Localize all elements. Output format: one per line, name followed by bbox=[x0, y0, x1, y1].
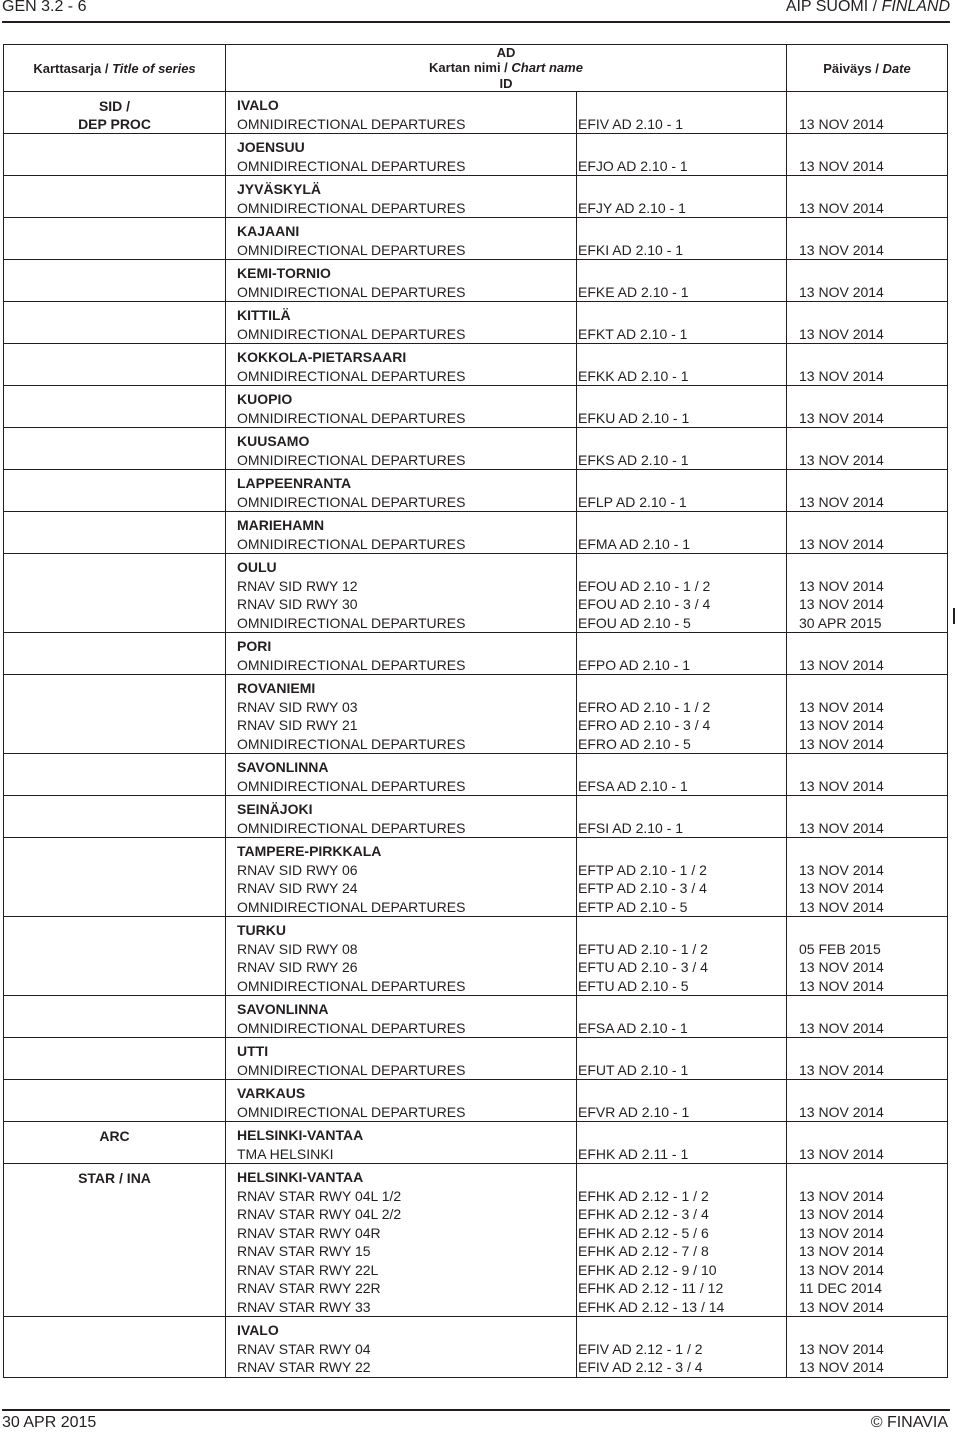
chart-id-cell bbox=[577, 1038, 787, 1080]
chart-date-cell bbox=[787, 754, 948, 796]
chart-name: RNAV SID RWY 21 bbox=[237, 717, 358, 734]
chart-date-cell bbox=[787, 1317, 948, 1378]
header-rule bbox=[2, 21, 950, 23]
header-prefix: AIP SUOMI / bbox=[785, 0, 882, 15]
chart-date: 13 NOV 2014 bbox=[799, 1298, 884, 1315]
col-header-id: ID bbox=[499, 76, 513, 92]
chart-id-cell bbox=[577, 1317, 787, 1378]
chart-date-cell bbox=[787, 917, 948, 996]
chart-name-cell bbox=[226, 1080, 577, 1122]
chart-name-cell bbox=[226, 1038, 577, 1080]
chart-date-cell bbox=[787, 1122, 948, 1164]
chart-id: EFTP AD 2.10 - 1 / 2 bbox=[578, 861, 707, 878]
chart-id: EFOU AD 2.10 - 5 bbox=[578, 614, 691, 631]
series-cell bbox=[4, 996, 226, 1038]
chart-date-cell bbox=[787, 428, 948, 470]
aerodrome-name: KITTILÄ bbox=[237, 307, 291, 324]
footer-rule bbox=[2, 1409, 950, 1411]
chart-id-cell bbox=[577, 917, 787, 996]
chart-date: 13 NOV 2014 bbox=[799, 325, 884, 342]
table-row bbox=[4, 1122, 948, 1164]
chart-date: 13 NOV 2014 bbox=[799, 115, 884, 132]
chart-name: RNAV STAR RWY 33 bbox=[237, 1298, 371, 1315]
table-row bbox=[4, 1164, 948, 1317]
chart-name: TMA HELSINKI bbox=[237, 1145, 334, 1162]
chart-name-cell bbox=[226, 554, 577, 633]
chart-id: EFHK AD 2.11 - 1 bbox=[578, 1145, 689, 1162]
chart-date: 13 NOV 2014 bbox=[799, 959, 884, 976]
chart-id: EFSA AD 2.10 - 1 bbox=[578, 777, 688, 794]
series-cell bbox=[4, 92, 226, 134]
chart-name: RNAV STAR RWY 04R bbox=[237, 1224, 381, 1241]
chart-date: 13 NOV 2014 bbox=[799, 493, 884, 510]
table-row bbox=[4, 92, 948, 134]
chart-date: 13 NOV 2014 bbox=[799, 1103, 884, 1120]
series-cell bbox=[4, 134, 226, 176]
chart-date: 13 NOV 2014 bbox=[799, 898, 884, 915]
table-row bbox=[4, 675, 948, 754]
chart-name: OMNIDIRECTIONAL DEPARTURES bbox=[237, 1061, 466, 1078]
table-row bbox=[4, 134, 948, 176]
chart-date: 13 NOV 2014 bbox=[799, 861, 884, 878]
chart-date: 13 NOV 2014 bbox=[799, 535, 884, 552]
chart-name: RNAV SID RWY 26 bbox=[237, 959, 358, 976]
aerodrome-name: KAJAANI bbox=[237, 223, 300, 240]
table-row bbox=[4, 996, 948, 1038]
chart-date: 13 NOV 2014 bbox=[799, 1145, 884, 1162]
chart-date-cell bbox=[787, 633, 948, 675]
table-row bbox=[4, 1080, 948, 1122]
chart-id-cell bbox=[577, 675, 787, 754]
chart-name: OMNIDIRECTIONAL DEPARTURES bbox=[237, 977, 466, 994]
chart-name: OMNIDIRECTIONAL DEPARTURES bbox=[237, 157, 466, 174]
chart-date-cell bbox=[787, 344, 948, 386]
chart-date-cell bbox=[787, 176, 948, 218]
series-cell bbox=[4, 302, 226, 344]
chart-name: RNAV SID RWY 06 bbox=[237, 861, 358, 878]
chart-date: 13 NOV 2014 bbox=[799, 1187, 884, 1204]
chart-name-cell bbox=[226, 218, 577, 260]
chart-date: 13 NOV 2014 bbox=[799, 717, 884, 734]
table-row bbox=[4, 1038, 948, 1080]
chart-name-cell bbox=[226, 428, 577, 470]
chart-date: 13 NOV 2014 bbox=[799, 451, 884, 468]
chart-date: 13 NOV 2014 bbox=[799, 1243, 884, 1260]
chart-name: OMNIDIRECTIONAL DEPARTURES bbox=[237, 898, 466, 915]
chart-name: OMNIDIRECTIONAL DEPARTURES bbox=[237, 535, 466, 552]
series-cell bbox=[4, 218, 226, 260]
chart-name-cell bbox=[226, 134, 577, 176]
series-title: STAR / INA bbox=[78, 1170, 151, 1187]
chart-name: OMNIDIRECTIONAL DEPARTURES bbox=[237, 777, 466, 794]
series-cell bbox=[4, 176, 226, 218]
table-row bbox=[4, 554, 948, 633]
chart-name: OMNIDIRECTIONAL DEPARTURES bbox=[237, 1103, 466, 1120]
aerodrome-name: LAPPEENRANTA bbox=[237, 475, 352, 492]
chart-date: 13 NOV 2014 bbox=[799, 283, 884, 300]
chart-name: RNAV STAR RWY 22R bbox=[237, 1280, 381, 1297]
chart-date: 13 NOV 2014 bbox=[799, 409, 884, 426]
chart-date-cell bbox=[787, 302, 948, 344]
chart-name-cell bbox=[226, 796, 577, 838]
chart-id: EFOU AD 2.10 - 3 / 4 bbox=[578, 596, 711, 613]
chart-name: RNAV STAR RWY 22 bbox=[237, 1359, 371, 1376]
table-row bbox=[4, 218, 948, 260]
chart-date: 13 NOV 2014 bbox=[799, 1019, 884, 1036]
series-cell bbox=[4, 917, 226, 996]
chart-id: EFKU AD 2.10 - 1 bbox=[578, 409, 690, 426]
chart-id: EFLP AD 2.10 - 1 bbox=[578, 493, 687, 510]
aerodrome-name: VARKAUS bbox=[237, 1085, 306, 1102]
chart-list-table bbox=[3, 44, 948, 1378]
chart-date-cell bbox=[787, 1080, 948, 1122]
chart-id: EFVR AD 2.10 - 1 bbox=[578, 1103, 690, 1120]
chart-id: EFKK AD 2.10 - 1 bbox=[578, 367, 689, 384]
aerodrome-name: KEMI-TORNIO bbox=[237, 265, 331, 282]
chart-name-cell bbox=[226, 838, 577, 917]
chart-date: 05 FEB 2015 bbox=[799, 940, 881, 957]
aerodrome-name: KOKKOLA-PIETARSAARI bbox=[237, 349, 407, 366]
chart-date-cell bbox=[787, 470, 948, 512]
chart-name: RNAV SID RWY 30 bbox=[237, 596, 358, 613]
chart-id-cell bbox=[577, 554, 787, 633]
chart-id: EFRO AD 2.10 - 5 bbox=[578, 735, 691, 752]
chart-date-cell bbox=[787, 218, 948, 260]
series-cell bbox=[4, 796, 226, 838]
chart-name: RNAV SID RWY 24 bbox=[237, 880, 358, 897]
chart-date-cell bbox=[787, 796, 948, 838]
col-header-chart-id bbox=[226, 45, 787, 92]
chart-id-cell bbox=[577, 1080, 787, 1122]
aerodrome-name: ROVANIEMI bbox=[237, 680, 316, 697]
aerodrome-name: JYVÄSKYLÄ bbox=[237, 181, 322, 198]
chart-id: EFHK AD 2.12 - 3 / 4 bbox=[578, 1206, 709, 1223]
table-row bbox=[4, 512, 948, 554]
chart-name: OMNIDIRECTIONAL DEPARTURES bbox=[237, 409, 466, 426]
chart-id: EFHK AD 2.12 - 11 / 12 bbox=[578, 1280, 724, 1297]
chart-date: 11 DEC 2014 bbox=[799, 1280, 883, 1297]
chart-id: EFHK AD 2.12 - 5 / 6 bbox=[578, 1224, 709, 1241]
chart-id-cell bbox=[577, 996, 787, 1038]
chart-id-cell bbox=[577, 218, 787, 260]
chart-date: 13 NOV 2014 bbox=[799, 157, 884, 174]
chart-date: 13 NOV 2014 bbox=[799, 1061, 884, 1078]
chart-name: OMNIDIRECTIONAL DEPARTURES bbox=[237, 115, 466, 132]
col-header-series: Karttasarja / Title of series bbox=[4, 45, 226, 92]
table-row bbox=[4, 428, 948, 470]
chart-name: RNAV SID RWY 08 bbox=[237, 940, 358, 957]
series-cell bbox=[4, 838, 226, 917]
chart-date: 13 NOV 2014 bbox=[799, 1261, 884, 1278]
chart-name-cell bbox=[226, 386, 577, 428]
chart-id: EFRO AD 2.10 - 3 / 4 bbox=[578, 717, 711, 734]
chart-id: EFMA AD 2.10 - 1 bbox=[578, 535, 691, 552]
chart-id-cell bbox=[577, 302, 787, 344]
chart-date: 13 NOV 2014 bbox=[799, 777, 884, 794]
page-header-left: GEN 3.2 - 6 bbox=[2, 0, 87, 15]
chart-id: EFJO AD 2.10 - 1 bbox=[578, 157, 688, 174]
chart-date: 13 NOV 2014 bbox=[799, 656, 884, 673]
chart-id: EFKI AD 2.10 - 1 bbox=[578, 241, 684, 258]
chart-date: 13 NOV 2014 bbox=[799, 577, 884, 594]
col-header-ad: AD bbox=[496, 45, 516, 60]
chart-name: OMNIDIRECTIONAL DEPARTURES bbox=[237, 241, 466, 258]
table-row bbox=[4, 754, 948, 796]
chart-id-cell bbox=[577, 512, 787, 554]
chart-date-cell bbox=[787, 1164, 948, 1317]
chart-date-cell bbox=[787, 512, 948, 554]
aerodrome-name: KUOPIO bbox=[237, 391, 293, 408]
series-cell bbox=[4, 1317, 226, 1378]
series-cell bbox=[4, 1122, 226, 1164]
chart-name-cell bbox=[226, 512, 577, 554]
chart-id-cell bbox=[577, 796, 787, 838]
chart-id: EFUT AD 2.10 - 1 bbox=[578, 1061, 689, 1078]
chart-id: EFKE AD 2.10 - 1 bbox=[578, 283, 689, 300]
chart-id-cell bbox=[577, 838, 787, 917]
series-title: DEP PROC bbox=[78, 116, 151, 133]
series-cell bbox=[4, 428, 226, 470]
series-cell bbox=[4, 260, 226, 302]
series-cell bbox=[4, 344, 226, 386]
aerodrome-name: PORI bbox=[237, 638, 272, 655]
chart-name: OMNIDIRECTIONAL DEPARTURES bbox=[237, 367, 466, 384]
chart-id: EFTU AD 2.10 - 5 bbox=[578, 977, 689, 994]
chart-date: 13 NOV 2014 bbox=[799, 880, 884, 897]
chart-id-cell bbox=[577, 470, 787, 512]
chart-id-cell bbox=[577, 1164, 787, 1317]
series-cell bbox=[4, 386, 226, 428]
table-row bbox=[4, 176, 948, 218]
aerodrome-name: JOENSUU bbox=[237, 139, 305, 156]
series-cell bbox=[4, 470, 226, 512]
aerodrome-name: HELSINKI-VANTAA bbox=[237, 1127, 364, 1144]
series-cell bbox=[4, 1038, 226, 1080]
chart-id: EFHK AD 2.12 - 9 / 10 bbox=[578, 1261, 717, 1278]
chart-id-cell bbox=[577, 344, 787, 386]
chart-id: EFPO AD 2.10 - 1 bbox=[578, 656, 691, 673]
chart-id: EFTP AD 2.10 - 3 / 4 bbox=[578, 880, 707, 897]
footer-date: 30 APR 2015 bbox=[2, 1414, 97, 1431]
chart-name-cell bbox=[226, 633, 577, 675]
col-header-chart-name: Kartan nimi / Chart name bbox=[429, 60, 583, 75]
chart-name: RNAV STAR RWY 15 bbox=[237, 1243, 371, 1260]
aerodrome-name: SAVONLINNA bbox=[237, 759, 329, 776]
page-header-right bbox=[786, 0, 950, 16]
chart-name: OMNIDIRECTIONAL DEPARTURES bbox=[237, 819, 466, 836]
chart-date-cell bbox=[787, 838, 948, 917]
table-row bbox=[4, 386, 948, 428]
chart-name-cell bbox=[226, 754, 577, 796]
chart-id-cell bbox=[577, 260, 787, 302]
series-cell bbox=[4, 754, 226, 796]
chart-name-cell bbox=[226, 260, 577, 302]
chart-id: EFTP AD 2.10 - 5 bbox=[578, 898, 688, 915]
aerodrome-name: TAMPERE-PIRKKALA bbox=[237, 843, 382, 860]
chart-id: EFKS AD 2.10 - 1 bbox=[578, 451, 689, 468]
chart-date: 13 NOV 2014 bbox=[799, 1359, 884, 1376]
chart-name: RNAV SID RWY 03 bbox=[237, 698, 358, 715]
chart-name: RNAV STAR RWY 04 bbox=[237, 1340, 371, 1357]
chart-id-cell bbox=[577, 428, 787, 470]
series-cell bbox=[4, 512, 226, 554]
chart-date-cell bbox=[787, 260, 948, 302]
chart-id-cell bbox=[577, 92, 787, 134]
chart-date-cell bbox=[787, 134, 948, 176]
chart-date: 13 NOV 2014 bbox=[799, 241, 884, 258]
table-row bbox=[4, 796, 948, 838]
chart-name: OMNIDIRECTIONAL DEPARTURES bbox=[237, 325, 466, 342]
chart-id-cell bbox=[577, 134, 787, 176]
chart-id: EFIV AD 2.12 - 3 / 4 bbox=[578, 1359, 703, 1376]
chart-id: EFHK AD 2.12 - 1 / 2 bbox=[578, 1187, 709, 1204]
aerodrome-name: KUUSAMO bbox=[237, 433, 310, 450]
chart-name-cell bbox=[226, 1122, 577, 1164]
chart-id: EFIV AD 2.12 - 1 / 2 bbox=[578, 1340, 703, 1357]
chart-name: OMNIDIRECTIONAL DEPARTURES bbox=[237, 451, 466, 468]
chart-id: EFTU AD 2.10 - 1 / 2 bbox=[578, 940, 708, 957]
chart-date: 13 NOV 2014 bbox=[799, 1206, 884, 1223]
aerodrome-name: IVALO bbox=[237, 97, 279, 114]
header-country: FINLAND bbox=[881, 0, 950, 15]
table-row bbox=[4, 838, 948, 917]
chart-name: RNAV STAR RWY 22L bbox=[237, 1261, 379, 1278]
chart-date: 13 NOV 2014 bbox=[799, 1224, 884, 1241]
chart-date: 13 NOV 2014 bbox=[799, 367, 884, 384]
chart-date-cell bbox=[787, 386, 948, 428]
chart-id: EFRO AD 2.10 - 1 / 2 bbox=[578, 698, 711, 715]
chart-name-cell bbox=[226, 344, 577, 386]
aerodrome-name: IVALO bbox=[237, 1322, 279, 1339]
aerodrome-name: TURKU bbox=[237, 922, 286, 939]
chart-date: 13 NOV 2014 bbox=[799, 977, 884, 994]
chart-id: EFTU AD 2.10 - 3 / 4 bbox=[578, 959, 708, 976]
aerodrome-name: SAVONLINNA bbox=[237, 1001, 329, 1018]
chart-date: 30 APR 2015 bbox=[799, 614, 882, 631]
chart-date-cell bbox=[787, 675, 948, 754]
series-cell bbox=[4, 633, 226, 675]
chart-date-cell bbox=[787, 554, 948, 633]
table-row bbox=[4, 302, 948, 344]
chart-name: OMNIDIRECTIONAL DEPARTURES bbox=[237, 656, 466, 673]
chart-id: EFSA AD 2.10 - 1 bbox=[578, 1019, 688, 1036]
aerodrome-name: SEINÄJOKI bbox=[237, 801, 313, 818]
chart-name: RNAV STAR RWY 04L 1/2 bbox=[237, 1187, 402, 1204]
chart-name-cell bbox=[226, 176, 577, 218]
series-cell bbox=[4, 675, 226, 754]
chart-id: EFIV AD 2.10 - 1 bbox=[578, 115, 684, 132]
table-row bbox=[4, 470, 948, 512]
table-row bbox=[4, 1317, 948, 1378]
chart-name: OMNIDIRECTIONAL DEPARTURES bbox=[237, 735, 466, 752]
table-row bbox=[4, 344, 948, 386]
chart-name-cell bbox=[226, 1317, 577, 1378]
chart-name-cell bbox=[226, 1164, 577, 1317]
table-header-row bbox=[4, 45, 948, 92]
chart-date: 13 NOV 2014 bbox=[799, 819, 884, 836]
amendment-change-bar bbox=[953, 608, 955, 624]
chart-id: EFKT AD 2.10 - 1 bbox=[578, 325, 688, 342]
series-title: SID / bbox=[98, 98, 131, 115]
table-row bbox=[4, 260, 948, 302]
series-cell bbox=[4, 554, 226, 633]
chart-date-cell bbox=[787, 996, 948, 1038]
series-cell bbox=[4, 1080, 226, 1122]
series-title: ARC bbox=[99, 1128, 130, 1145]
chart-id: EFSI AD 2.10 - 1 bbox=[578, 819, 684, 836]
chart-id-cell bbox=[577, 386, 787, 428]
chart-id-cell bbox=[577, 633, 787, 675]
chart-date-cell bbox=[787, 92, 948, 134]
chart-id: EFHK AD 2.12 - 7 / 8 bbox=[578, 1243, 709, 1260]
chart-name-cell bbox=[226, 302, 577, 344]
chart-id: EFHK AD 2.12 - 13 / 14 bbox=[578, 1298, 725, 1315]
chart-name-cell bbox=[226, 996, 577, 1038]
chart-name-cell bbox=[226, 917, 577, 996]
chart-date-cell bbox=[787, 1038, 948, 1080]
chart-date: 13 NOV 2014 bbox=[799, 698, 884, 715]
chart-name: OMNIDIRECTIONAL DEPARTURES bbox=[237, 199, 466, 216]
aerodrome-name: UTTI bbox=[237, 1043, 269, 1060]
chart-name: RNAV SID RWY 12 bbox=[237, 577, 358, 594]
chart-name: OMNIDIRECTIONAL DEPARTURES bbox=[237, 493, 466, 510]
chart-name-cell bbox=[226, 92, 577, 134]
chart-date: 13 NOV 2014 bbox=[799, 1340, 884, 1357]
chart-id: EFJY AD 2.10 - 1 bbox=[578, 199, 686, 216]
chart-id-cell bbox=[577, 754, 787, 796]
chart-name: OMNIDIRECTIONAL DEPARTURES bbox=[237, 283, 466, 300]
aerodrome-name: MARIEHAMN bbox=[237, 517, 325, 534]
chart-date: 13 NOV 2014 bbox=[799, 199, 884, 216]
chart-date: 13 NOV 2014 bbox=[799, 596, 884, 613]
table-row bbox=[4, 917, 948, 996]
aerodrome-name: HELSINKI-VANTAA bbox=[237, 1169, 364, 1186]
chart-name: RNAV STAR RWY 04L 2/2 bbox=[237, 1206, 402, 1223]
col-header-date: Päiväys / Date bbox=[787, 45, 948, 92]
chart-id-cell bbox=[577, 176, 787, 218]
series-cell bbox=[4, 1164, 226, 1317]
footer-copyright: © FINAVIA bbox=[870, 1414, 948, 1431]
chart-id-cell bbox=[577, 1122, 787, 1164]
chart-id: EFOU AD 2.10 - 1 / 2 bbox=[578, 577, 711, 594]
chart-name-cell bbox=[226, 470, 577, 512]
chart-name-cell bbox=[226, 675, 577, 754]
table-row bbox=[4, 633, 948, 675]
chart-date: 13 NOV 2014 bbox=[799, 735, 884, 752]
aerodrome-name: OULU bbox=[237, 559, 277, 576]
chart-name: OMNIDIRECTIONAL DEPARTURES bbox=[237, 1019, 466, 1036]
chart-name: OMNIDIRECTIONAL DEPARTURES bbox=[237, 614, 466, 631]
